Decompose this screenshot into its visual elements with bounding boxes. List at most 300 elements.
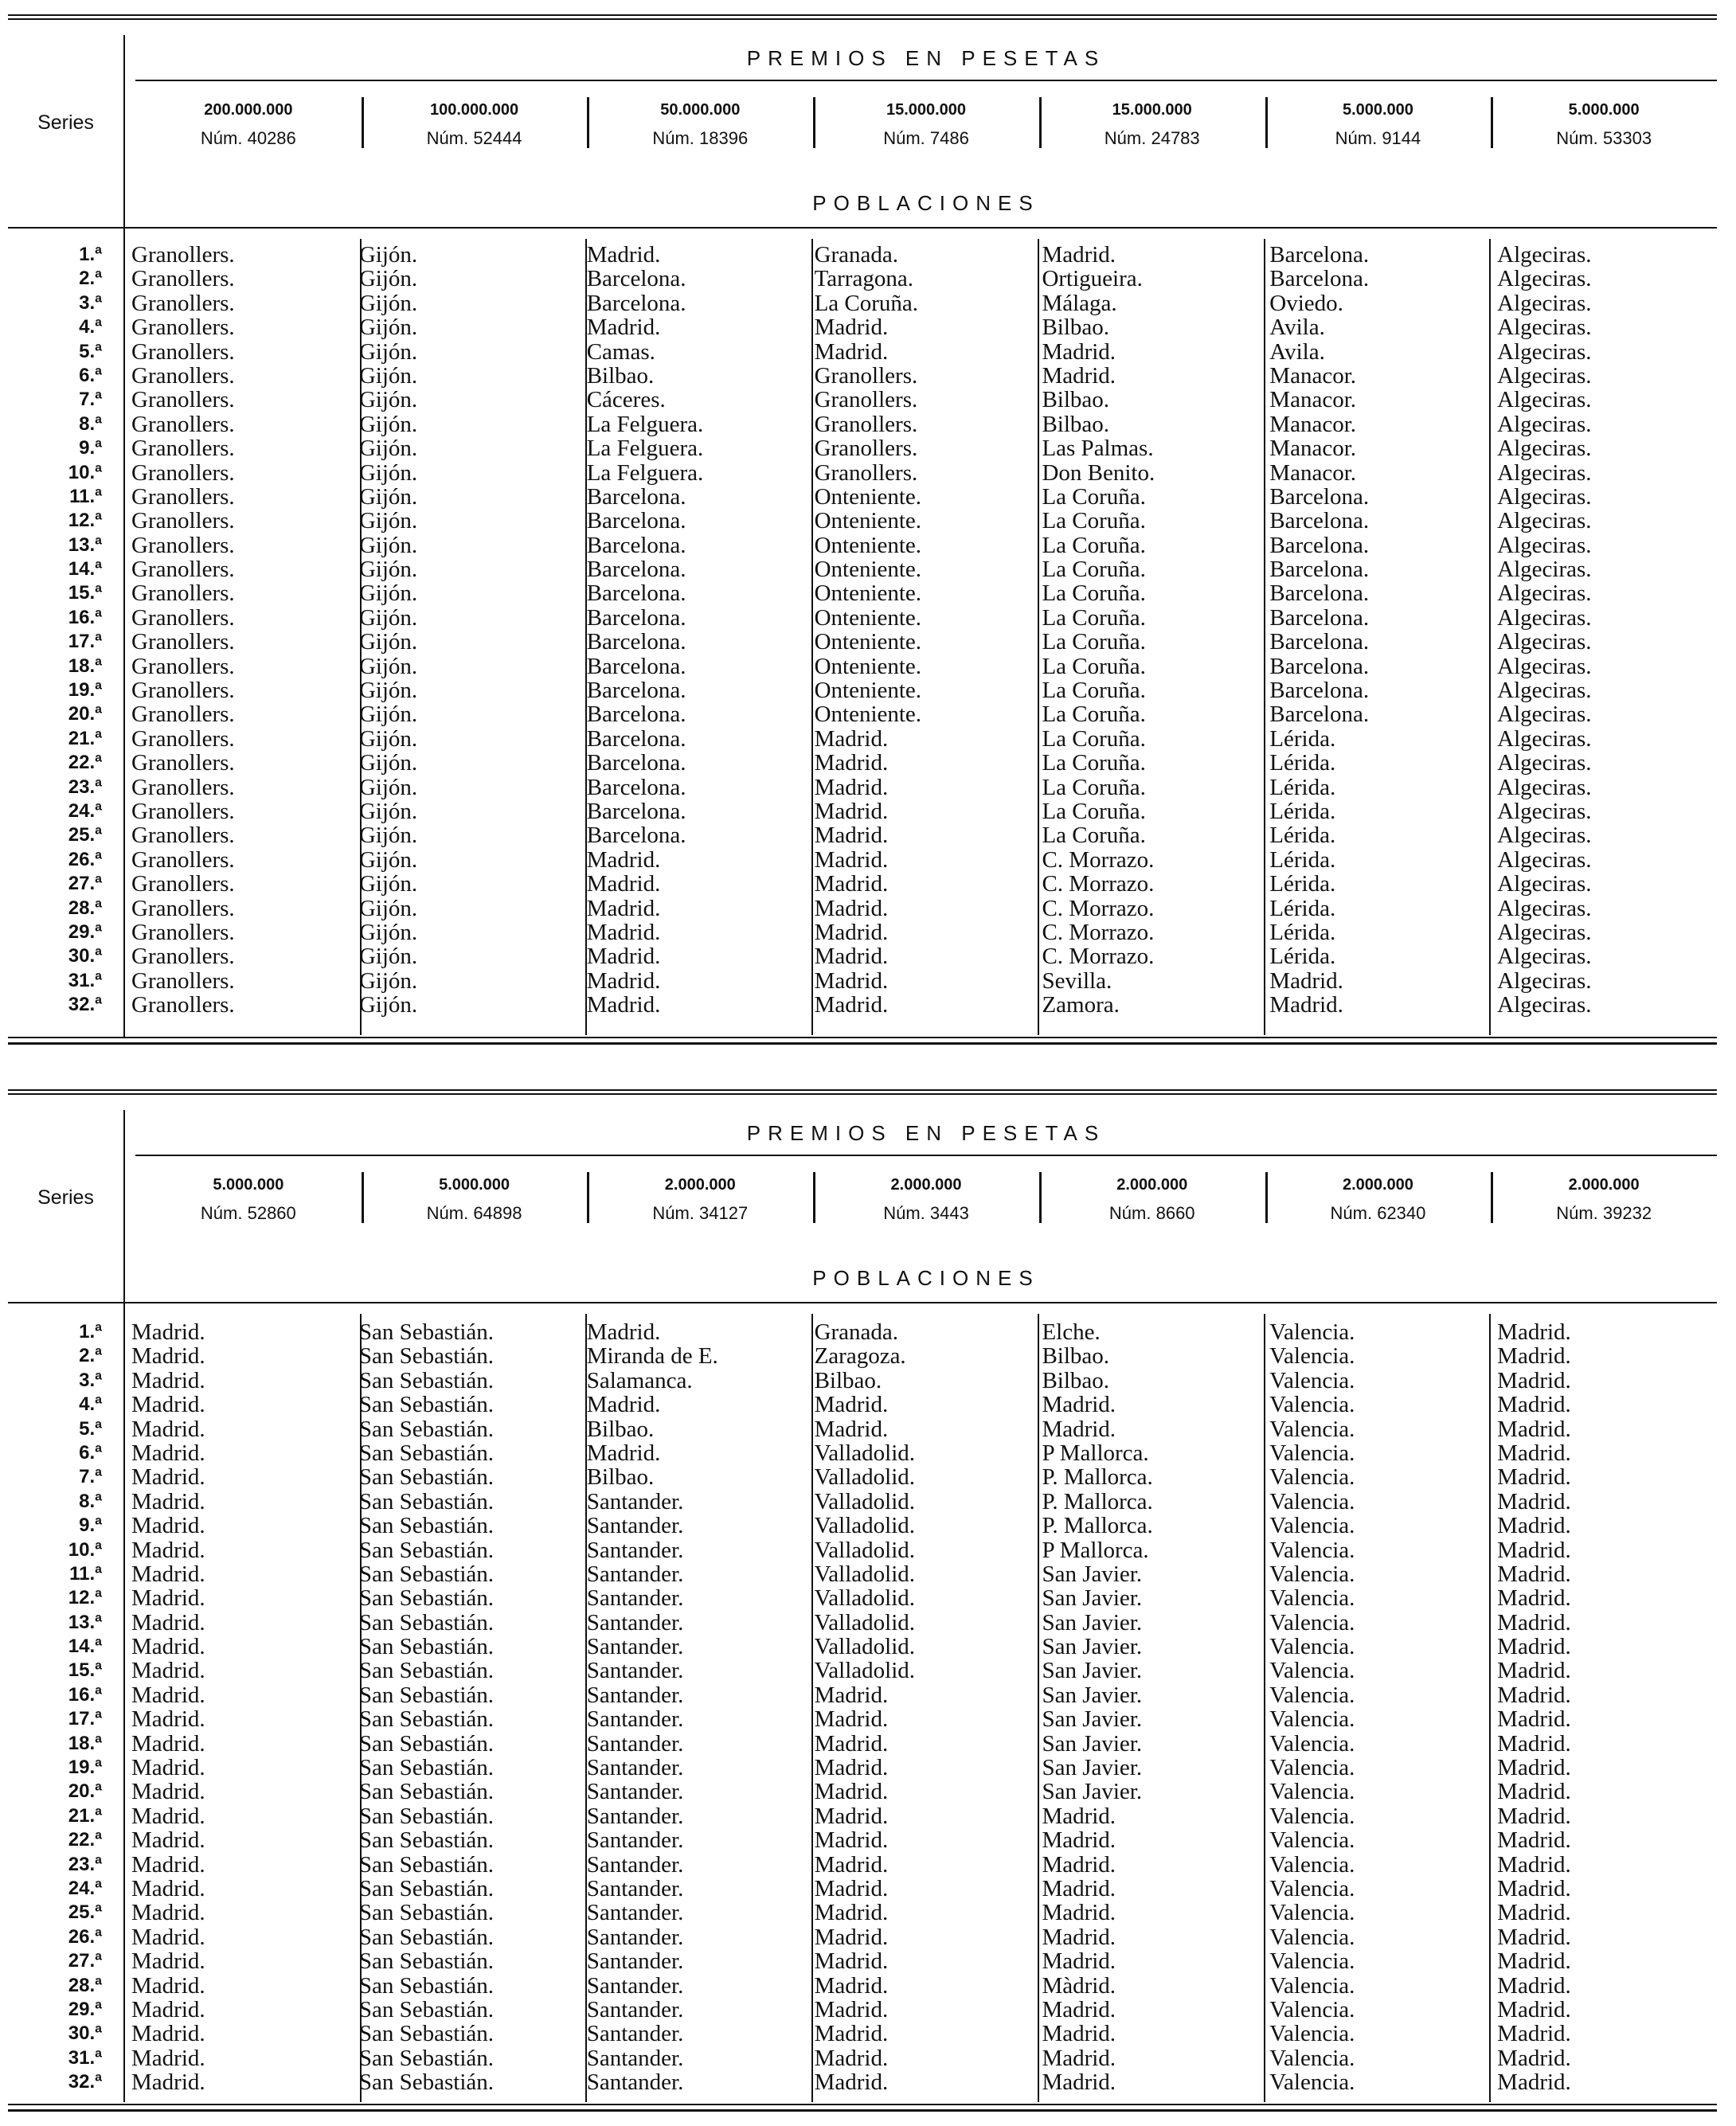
town-cell: Gijón.: [358, 581, 418, 606]
town-cell: Gijón.: [358, 726, 418, 752]
table-row: [8, 2070, 1717, 2094]
table-row: [8, 291, 1717, 315]
town-cell: Madrid.: [1042, 1901, 1116, 1925]
table-row: [8, 1853, 1717, 1877]
town-cell: P Mallorca.: [1042, 1538, 1149, 1562]
town-cell: San Sebastián.: [358, 2070, 495, 2095]
town-cell: C. Morrazo.: [1042, 944, 1155, 969]
town-cell: Madrid.: [814, 993, 889, 1018]
prize-amount: 5.000.000: [1568, 101, 1640, 119]
series-rows: [8, 243, 1717, 1018]
town-cell: Santander.: [586, 1635, 684, 1659]
prize-amount: 5.000.000: [439, 1176, 510, 1194]
town-cell: Granollers.: [131, 872, 235, 897]
prize-amount: 50.000.000: [660, 101, 741, 119]
town-cell: Valencia.: [1269, 1901, 1355, 1925]
town-cell: Madrid.: [1497, 2022, 1571, 2046]
town-cell: Madrid.: [814, 1780, 889, 1804]
town-cell: Madrid.: [1497, 1901, 1571, 1925]
town-cell: Madrid.: [1042, 1417, 1116, 1441]
header-bottom-rule: [8, 227, 1717, 229]
header-bottom-rule: [8, 1302, 1717, 1303]
town-cell: Madrid.: [814, 1852, 889, 1877]
town-cell: La Coruña.: [1042, 775, 1146, 799]
town-cell: Madrid.: [814, 775, 889, 799]
town-cell: Granollers.: [814, 436, 918, 461]
town-cell: Barcelona.: [1269, 484, 1370, 510]
town-cell: La Coruña.: [1042, 654, 1146, 679]
series-number: 26.ª: [68, 1925, 102, 1948]
town-cell: Santander.: [586, 1538, 684, 1562]
series-number: 21.ª: [68, 727, 102, 749]
town-cell: Gijón.: [358, 654, 418, 679]
town-cell: Barcelona.: [1269, 509, 1370, 533]
town-cell: Madrid.: [1042, 1393, 1116, 1417]
series-number: 18.ª: [68, 655, 102, 677]
town-cell: Santander.: [586, 1997, 684, 2022]
town-cell: Gijón.: [358, 751, 418, 776]
prize-amount: 2.000.000: [1116, 1176, 1188, 1194]
town-cell: Bilbao.: [1042, 388, 1110, 412]
town-cell: Santander.: [586, 1586, 684, 1611]
town-cell: San Javier.: [1042, 1586, 1143, 1611]
town-cell: Madrid.: [1042, 1997, 1116, 2022]
town-cell: Madrid.: [1269, 968, 1343, 994]
town-cell: Gijón.: [358, 267, 418, 291]
town-cell: San Sebastián.: [358, 1514, 495, 1538]
town-cell: Madrid.: [131, 1828, 205, 1853]
town-cell: Granollers.: [131, 291, 235, 316]
town-cell: San Sebastián.: [358, 2046, 495, 2071]
town-cell: Madrid.: [1042, 339, 1116, 364]
town-cell: La Coruña.: [814, 291, 919, 316]
series-number: 29.ª: [68, 1998, 102, 2020]
prize-amount: 15.000.000: [886, 101, 967, 119]
town-cell: Madrid.: [1497, 1876, 1571, 1901]
town-cell: Madrid.: [1042, 1949, 1116, 1974]
town-cell: Gijón.: [358, 243, 418, 268]
town-cell: Granollers.: [131, 605, 235, 631]
town-cell: Gijón.: [358, 533, 418, 558]
town-cell: Avila.: [1269, 339, 1325, 364]
town-cell: Barcelona.: [1269, 243, 1370, 268]
town-cell: Granollers.: [131, 896, 235, 920]
table-row: [8, 823, 1717, 847]
table-row: [8, 1804, 1717, 1828]
town-cell: Valencia.: [1269, 1731, 1355, 1757]
town-cell: Valencia.: [1269, 1804, 1355, 1829]
town-cell: San Sebastián.: [358, 1320, 495, 1345]
town-cell: Madrid.: [814, 1973, 889, 1998]
series-number: 16.ª: [68, 1683, 102, 1706]
town-cell: Valladolid.: [814, 1538, 916, 1562]
town-cell: Barcelona.: [586, 509, 686, 533]
town-cell: Madrid.: [1042, 2022, 1116, 2046]
town-cell: Madrid.: [131, 1368, 205, 1393]
town-cell: Madrid.: [131, 1949, 205, 1974]
town-cell: Algeciras.: [1497, 944, 1592, 969]
town-cell: Madrid.: [131, 1538, 205, 1562]
town-cell: Onteniente.: [814, 678, 922, 703]
town-cell: San Sebastián.: [358, 1731, 495, 1757]
table-row: [8, 1974, 1717, 1998]
town-cell: Madrid.: [1042, 1925, 1116, 1950]
town-cell: Madrid.: [814, 1901, 889, 1925]
town-cell: Barcelona.: [586, 823, 686, 848]
town-cell: Madrid.: [1042, 1852, 1116, 1877]
prize-amount: 200.000.000: [204, 101, 293, 119]
town-cell: Granollers.: [131, 363, 235, 389]
town-cell: Madrid.: [814, 799, 889, 824]
town-cell: Barcelona.: [1269, 630, 1370, 655]
town-cell: Valladolid.: [814, 1440, 916, 1466]
series-number: 16.ª: [68, 606, 102, 628]
town-cell: Barcelona.: [586, 267, 686, 291]
table-row: [8, 776, 1717, 799]
series-number: 30.ª: [68, 945, 102, 967]
town-cell: Madrid.: [1497, 1538, 1571, 1562]
series-header: Series: [37, 111, 94, 134]
town-cell: Don Benito.: [1042, 460, 1155, 485]
town-cell: Valencia.: [1269, 1659, 1355, 1683]
series-header: Series: [37, 1186, 94, 1209]
town-cell: Onteniente.: [814, 557, 922, 582]
town-cell: Gijón.: [358, 291, 418, 316]
town-cell: Valencia.: [1269, 1852, 1355, 1877]
table-row: [8, 678, 1717, 702]
town-cell: Madrid.: [1497, 1682, 1571, 1708]
winning-number: Núm. 3443: [883, 1203, 969, 1223]
series-number: 17.ª: [68, 631, 102, 653]
table-row: [8, 1949, 1717, 1973]
town-cell: Madrid.: [131, 1925, 205, 1950]
town-cell: Sevilla.: [1042, 968, 1112, 994]
prize-column-header: [1039, 96, 1265, 153]
town-cell: Madrid.: [814, 1756, 889, 1780]
town-cell: Onteniente.: [814, 484, 922, 510]
town-cell: Granollers.: [131, 484, 235, 510]
town-cell: La Felguera.: [586, 460, 704, 485]
town-cell: La Coruña.: [1042, 557, 1146, 582]
town-cell: Lérida.: [1269, 823, 1336, 848]
town-cell: La Coruña.: [1042, 751, 1146, 776]
town-cell: Madrid.: [131, 1682, 205, 1708]
town-cell: Barcelona.: [1269, 533, 1370, 558]
town-cell: Valladolid.: [814, 1489, 916, 1514]
town-cell: Madrid.: [1497, 1804, 1571, 1829]
town-cell: Gijón.: [358, 339, 418, 364]
table-row: [8, 993, 1717, 1017]
town-cell: Algeciras.: [1497, 243, 1592, 268]
town-cell: Madrid.: [131, 1417, 205, 1441]
town-cell: Valencia.: [1269, 1780, 1355, 1804]
prize-column-header: [813, 1170, 1039, 1228]
winning-number: Núm. 52444: [426, 128, 522, 148]
series-number: 4.ª: [79, 1393, 102, 1416]
town-cell: Madrid.: [586, 993, 661, 1018]
town-cell: Madrid.: [814, 920, 889, 945]
town-cell: Madrid.: [814, 968, 889, 994]
town-cell: San Javier.: [1042, 1731, 1143, 1757]
prize-amount: 2.000.000: [1342, 1176, 1413, 1194]
town-cell: Algeciras.: [1497, 460, 1592, 485]
town-cell: Madrid.: [1497, 1489, 1571, 1514]
town-cell: Santander.: [586, 2022, 684, 2046]
town-cell: Madrid.: [1497, 1610, 1571, 1636]
series-number: 12.ª: [68, 1587, 102, 1609]
town-cell: Madrid.: [1497, 1756, 1571, 1780]
town-cell: Santander.: [586, 1659, 684, 1683]
town-cell: Madrid.: [131, 1852, 205, 1877]
prize-column-header: [587, 96, 813, 153]
town-cell: Gijón.: [358, 605, 418, 631]
series-number: 7.ª: [79, 389, 102, 411]
town-cell: San Sebastián.: [358, 1707, 495, 1732]
prize-column-header: [813, 96, 1039, 153]
town-cell: Madrid.: [1042, 1804, 1116, 1829]
series-number: 27.ª: [68, 1950, 102, 1972]
town-cell: C. Morrazo.: [1042, 896, 1155, 920]
town-cell: San Sebastián.: [358, 1489, 495, 1514]
town-cell: Granollers.: [131, 533, 235, 558]
town-cell: Madrid.: [1497, 1997, 1571, 2022]
town-cell: Madrid.: [131, 1731, 205, 1757]
town-cell: Madrid.: [586, 1320, 661, 1345]
table-row: [8, 461, 1717, 485]
town-cell: Granollers.: [131, 460, 235, 485]
table-row: [8, 243, 1717, 267]
town-cell: Elche.: [1042, 1320, 1101, 1345]
series-number: 19.ª: [68, 1757, 102, 1779]
series-number: 11.ª: [69, 1562, 102, 1585]
town-cell: La Coruña.: [1042, 702, 1146, 727]
prize-amount: 5.000.000: [213, 1176, 284, 1194]
series-number: 10.ª: [68, 461, 102, 483]
series-number: 3.ª: [79, 1369, 102, 1391]
table-row: [8, 655, 1717, 678]
town-cell: La Felguera.: [586, 412, 704, 437]
prize-table-2: [8, 1089, 1717, 2116]
bottom-rule-2: [8, 1042, 1717, 1045]
town-cell: Gijón.: [358, 847, 418, 873]
town-cell: Valencia.: [1269, 2046, 1355, 2071]
town-cell: Madrid.: [586, 920, 661, 945]
table-row: [8, 1490, 1717, 1514]
town-cell: Madrid.: [814, 1682, 889, 1708]
town-cell: Barcelona.: [586, 581, 686, 606]
prize-column-header: [135, 1170, 362, 1228]
table-row: [8, 485, 1717, 509]
town-cell: Granollers.: [131, 726, 235, 752]
town-cell: Madrid.: [814, 726, 889, 752]
town-cell: Lérida.: [1269, 944, 1336, 969]
town-cell: Algeciras.: [1497, 291, 1592, 316]
town-cell: Granollers.: [131, 944, 235, 969]
town-cell: San Javier.: [1042, 1682, 1143, 1708]
town-cell: Granollers.: [131, 339, 235, 364]
town-cell: Algeciras.: [1497, 726, 1592, 752]
town-cell: Gijón.: [358, 630, 418, 655]
town-cell: Madrid.: [1497, 1780, 1571, 1804]
town-cell: Madrid.: [586, 944, 661, 969]
town-cell: Algeciras.: [1497, 751, 1592, 776]
town-cell: Onteniente.: [814, 654, 922, 679]
series-number: 28.ª: [68, 897, 102, 919]
town-cell: Valencia.: [1269, 1925, 1355, 1950]
series-number: 22.ª: [68, 752, 102, 774]
series-number: 15.ª: [68, 582, 102, 604]
town-cell: Valladolid.: [814, 1561, 916, 1587]
series-number: 9.ª: [79, 1514, 102, 1537]
table-row: [8, 1562, 1717, 1586]
places-title: POBLACIONES: [812, 1266, 1040, 1290]
table-row: [8, 606, 1717, 630]
table-row: [8, 1514, 1717, 1538]
town-cell: Valladolid.: [814, 1465, 916, 1490]
table-row: [8, 630, 1717, 654]
table-row: [8, 969, 1717, 993]
town-cell: San Sebastián.: [358, 1561, 495, 1587]
town-cell: San Sebastián.: [358, 1465, 495, 1490]
town-cell: Lérida.: [1269, 726, 1336, 752]
town-cell: Madrid.: [1497, 1731, 1571, 1757]
town-cell: Valencia.: [1269, 1682, 1355, 1708]
town-cell: Valencia.: [1269, 1707, 1355, 1732]
town-cell: Algeciras.: [1497, 484, 1592, 510]
town-cell: San Sebastián.: [358, 1828, 495, 1853]
town-cell: Granollers.: [131, 993, 235, 1018]
town-cell: San Sebastián.: [358, 1610, 495, 1636]
winning-number: Núm. 40286: [200, 128, 296, 148]
town-cell: Algeciras.: [1497, 920, 1592, 945]
town-cell: Gijón.: [358, 896, 418, 920]
table-row: [8, 1925, 1717, 1949]
town-cell: C. Morrazo.: [1042, 920, 1155, 945]
town-cell: Granollers.: [814, 363, 918, 389]
town-cell: Tarragona.: [814, 267, 913, 291]
town-cell: Madrid.: [1497, 1417, 1571, 1441]
town-cell: San Sebastián.: [358, 1804, 495, 1829]
series-number: 13.ª: [68, 533, 102, 556]
town-cell: Madrid.: [1042, 2046, 1116, 2071]
series-number: 6.ª: [79, 364, 102, 386]
series-number: 2.ª: [79, 268, 102, 290]
town-cell: San Sebastián.: [358, 1876, 495, 1901]
town-cell: Valencia.: [1269, 1538, 1355, 1562]
town-cell: Gijón.: [358, 484, 418, 510]
town-cell: Ortigueira.: [1042, 267, 1143, 291]
town-cell: Granollers.: [131, 799, 235, 824]
town-cell: Barcelona.: [586, 630, 686, 655]
town-cell: Granollers.: [131, 412, 235, 437]
town-cell: San Sebastián.: [358, 1440, 495, 1466]
town-cell: Gijón.: [358, 823, 418, 848]
town-cell: Barcelona.: [1269, 557, 1370, 582]
prize-column-header: [1491, 96, 1717, 153]
town-cell: Valencia.: [1269, 1561, 1355, 1587]
town-cell: Bilbao.: [1042, 1344, 1110, 1369]
winning-number: Núm. 64898: [426, 1203, 522, 1223]
town-cell: Valencia.: [1269, 1440, 1355, 1466]
table-row: [8, 509, 1717, 533]
town-cell: Camas.: [586, 339, 655, 364]
table-row: [8, 727, 1717, 751]
town-cell: Madrid.: [814, 1949, 889, 1974]
table-row: [8, 1417, 1717, 1441]
town-cell: Madrid.: [586, 243, 661, 268]
series-number: 7.ª: [79, 1466, 102, 1488]
winning-number: Núm. 24783: [1104, 128, 1200, 148]
town-cell: Barcelona.: [586, 678, 686, 703]
town-cell: Madrid.: [131, 1610, 205, 1636]
town-cell: Santander.: [586, 1756, 684, 1780]
series-number: 1.ª: [79, 244, 102, 265]
town-cell: La Coruña.: [1042, 799, 1146, 824]
prizes-title-rule: [135, 80, 1717, 81]
town-cell: Valladolid.: [814, 1586, 916, 1611]
town-cell: Salamanca.: [586, 1368, 693, 1393]
table-row: [8, 1393, 1717, 1417]
town-cell: San Javier.: [1042, 1707, 1143, 1732]
table-row: [8, 533, 1717, 557]
prize-amount: 2.000.000: [1568, 1176, 1640, 1194]
town-cell: Madrid.: [1497, 1586, 1571, 1611]
bottom-rule-2: [8, 2109, 1717, 2112]
town-cell: Madrid.: [131, 1659, 205, 1683]
town-cell: Madrid.: [1042, 363, 1116, 389]
town-cell: Valencia.: [1269, 1417, 1355, 1441]
town-cell: Algeciras.: [1497, 775, 1592, 799]
town-cell: Madrid.: [131, 1973, 205, 1998]
town-cell: Málaga.: [1042, 291, 1117, 316]
town-cell: Cáceres.: [586, 388, 666, 412]
town-cell: Avila.: [1269, 315, 1325, 340]
table-row: [8, 1659, 1717, 1682]
town-cell: Gijón.: [358, 920, 418, 945]
table-row: [8, 1344, 1717, 1368]
town-cell: Madrid.: [814, 2070, 889, 2095]
town-cell: San Javier.: [1042, 1561, 1143, 1587]
town-cell: Valencia.: [1269, 1489, 1355, 1514]
town-cell: Barcelona.: [586, 775, 686, 799]
table-row: [8, 1877, 1717, 1901]
town-cell: Barcelona.: [586, 702, 686, 727]
table-row: [8, 581, 1717, 605]
table-row: [8, 1320, 1717, 1344]
town-cell: Manacor.: [1269, 460, 1357, 485]
places-title: POBLACIONES: [812, 191, 1040, 215]
town-cell: Granollers.: [131, 654, 235, 679]
town-cell: Onteniente.: [814, 630, 922, 655]
town-cell: Valencia.: [1269, 1465, 1355, 1490]
town-cell: La Coruña.: [1042, 533, 1146, 558]
town-cell: Algeciras.: [1497, 412, 1592, 437]
series-number: 19.ª: [68, 679, 102, 702]
town-cell: Santander.: [586, 1731, 684, 1757]
town-cell: Madrid.: [1497, 1852, 1571, 1877]
town-cell: Gijón.: [358, 968, 418, 994]
series-number: 17.ª: [68, 1708, 102, 1730]
series-number: 15.ª: [68, 1659, 102, 1682]
town-cell: Granollers.: [814, 460, 918, 485]
table-row: [8, 1586, 1717, 1610]
prize-amount: 100.000.000: [429, 101, 519, 119]
town-cell: San Sebastián.: [358, 1852, 495, 1877]
town-cell: Bilbao.: [1042, 412, 1110, 437]
table-row: [8, 340, 1717, 364]
town-cell: Valencia.: [1269, 1635, 1355, 1659]
town-cell: Madrid.: [1042, 243, 1116, 268]
